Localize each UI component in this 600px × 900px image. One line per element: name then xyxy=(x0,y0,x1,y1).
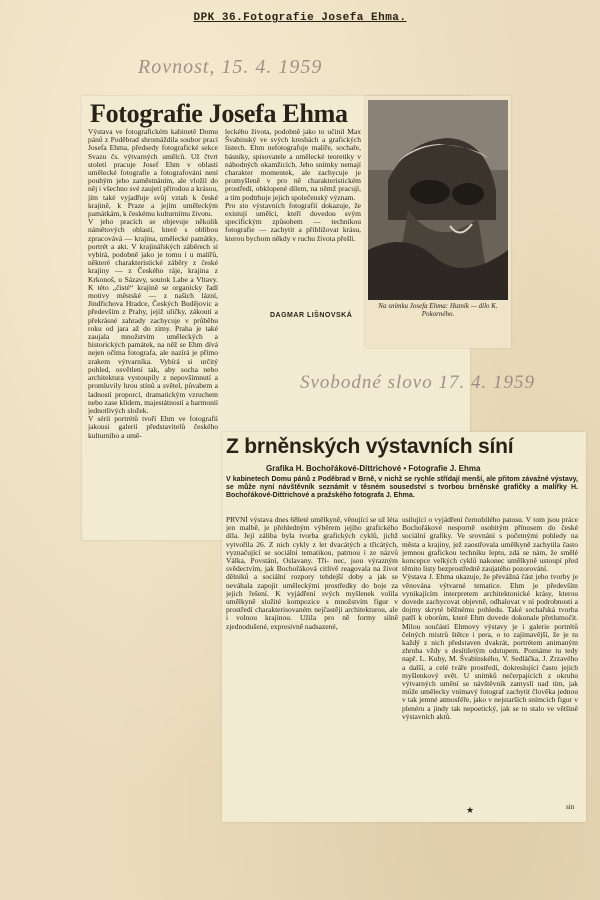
article2-column-1: PRVNÍ výstava dnes 68leté umělkyně, věnující se už léta jen malbě, je přehledným výběrem jejího grafického díla. Její záliba byla tvorba grafických cyklů, jichž vytvořila 26. Z nich cykly z let dvacátých a třicátých, vyznačující se sociální tematikou, patrnou i ze názvů Válka, Povstání, Oslavany. Tři- nec, jsou výrazným svědectvím, jak Bochořáková citlivě reagovala na život dělníků a sociální rozpory tehdejší doby a jak se neváhala zapojit uměleckými prostředky do boje za jejich řešení. K vyjádření svých myšlenek volila umělkyně složité kompozice s množstvím figur v prostředí charakterisovaném nejčastěji architekturou, ale i volnou krajinou. Užila pro ně formy silně zjednodušené, expresivně nadsazené, xyxy=(226,516,398,631)
article2-lead: V kabinetech Domu pánů z Poděbrad v Brně, v nichž se rychle střídají menší, ale přitom závažné výstavy, se může nyní návštěvník seznámit v těsném sousedství s tvorbou brněnské grafičky a malířky H. Bochořákové-Dittrichové a pražského fotografa J. Ehma. xyxy=(226,476,578,499)
article2-column-2: usilující o vyjádření černobílého patosu. V tom jsou práce Bochořákové nesporně osobitým přínosem do české sociální grafiky. Ve srovnání s početnými pohledy na města a krajiny, jež zaostřovala umělkyně zachytila často jemnou grafickou techniku leptu, zdá se nám, že smělé koncepce velkých cyklů nakonec umělkyně ustoupí před těmito listy bezprostředně zaujatého pozorování. Výstava J. Ehma ukazuje, že převážná část jeho tvorby je věnována výtvarné tematice. Ehm je především vynikajícím interpretem architektonické krásy, kterou dovede zachycovat objevně, odhalovat v ní podrobnosti a dojmy skryté běžnému pohledu. Také sochařská tvorba patří k oborům, které Ehm dovede dokonale přetlumočit. Milou součástí Ehmovy výstavy je i galerie portrétů čelných mistrů štětce i pera, o to zajímavější, že je tu každý z nich představen dvakrát, portrétem animaným zhruba vždy s desítiletým odstupem. Poznáme tu tedy např. L. Kuby, M. Švabinského, V. Sedláčka, J. Zrzavého a další, a celé tváře prostředí, dokreslující často jejich myšlenkový svět. U snímků nečerpajících z okruhu výtvarných umění se návštěvník zamyslí nad tím, jak může umělecky vnímavý fotograf zachytit člověka jednou v tak jemné atmosféře, jako v nejstarších snímcích figur v plenéru a jindy tak nepoetický, jak se to stalo ve většině výstavních aktů. xyxy=(402,516,578,721)
article-title: Fotografie Josefa Ehma xyxy=(90,99,348,128)
article2-end-mark: sin xyxy=(566,803,575,811)
archive-header: DPK 36.Fotografie Josefa Ehma. xyxy=(193,12,407,24)
end-star-icon: ★ xyxy=(466,806,475,816)
article2-subtitle: Grafika H. Bochořákové-Dittrichové • Fotografie J. Ehma xyxy=(266,464,481,473)
handwritten-note-rovnost: Rovnost, 15. 4. 1959 xyxy=(138,56,323,78)
article2-title: Z brněnských výstavních síní xyxy=(226,435,514,458)
portrait-photo xyxy=(368,100,508,300)
photo-caption: Na snímku Josefa Ehma: Hutník — dílo K. Pokorného. xyxy=(378,302,498,318)
handwritten-note-svobodne: Svobodné slovo 17. 4. 1959 xyxy=(300,372,535,393)
article-column-1: Výstava ve fotografickém kabinetě Domu pánů z Poděbrad shromáždila soubor prací Josefa Ehma, předsedy fotografické sekce Svazu čs. výtvarných umělců. Už čtvrt století pracuje Josef Ehm v oblasti umělecké fotografie a fotografování není pouhým jeho zaměstnáním, ale vložil do něj i všechno své zaujetí přírodou a krásou, jím také vyjadřuje svůj vztah k české krajině, k Praze a jejím uměleckým památkám, k českému kulturnímu životu. V jeho pracích se objevuje několik námětových oblastí, které s oblibou zpracovává — krajina, umělecké památky, portrét a akt. V krajinářských záběrech si vybírá, podobně jako je tomu i u malířů, některé charakteristické záběry z české krajiny — z Českého ráje, krajina z Krkonoš, u Sázavy, soutok Labe a Vltavy. K této „čisté“ krajině se organicky řadí motivy městské — z našich lázní, Jindřichova Hradce, Českých Budějovic a především z Prahy, jejíž uličky, zákoutí a překrásné zahrady zachycuje v průběhu roku od jara až do zimy. Praha je také zaujala množstvím uměleckých a historických památek, na něž se Ehm dívá nejen očima fotografa, ale nazírá je přímo zrakem výtvarníka. Vybírá si určitý pohled, osvětlení tak, aby socha nebo architektura vystoupily z nepovšimnutí a promluvily hrou stínů a světel, půvabem a ladností proporcí, dramatickým vzruchem nebo zase klidem, majestátností a harmonií jednotlivých složek. V sérii portrétů tvoří Ehm ve fotografii jakousi galerii představitelů českého kulturního a umě- xyxy=(88,128,218,440)
portrait-image xyxy=(368,100,508,300)
article-column-2: leckého života, podobně jako to učinil Max Švabinský ve svých kresbách a grafických listech. Ehm nefotografuje malíře, sochaře, básníky, spisovatele a umělecké teoretiky v náhodných okamžicích. Jeho snímky nemají charakter momentek, ale zachycuje je promyšleně v pro ně charakteristickém prostředí, obklopené dílem, na němž pracují, a tím podtrhuje jejich společenský význam. Pro sto výstavních fotografií dokazuje, že existují umělci, kteří dovedou svým specifickým způsobem — technikou fotografie — zachytit a přibližovat krásu, kterou bychom někdy v ruchu života přešli. xyxy=(225,128,361,243)
article-byline: DAGMAR LIŠNOVSKÁ xyxy=(270,312,353,319)
